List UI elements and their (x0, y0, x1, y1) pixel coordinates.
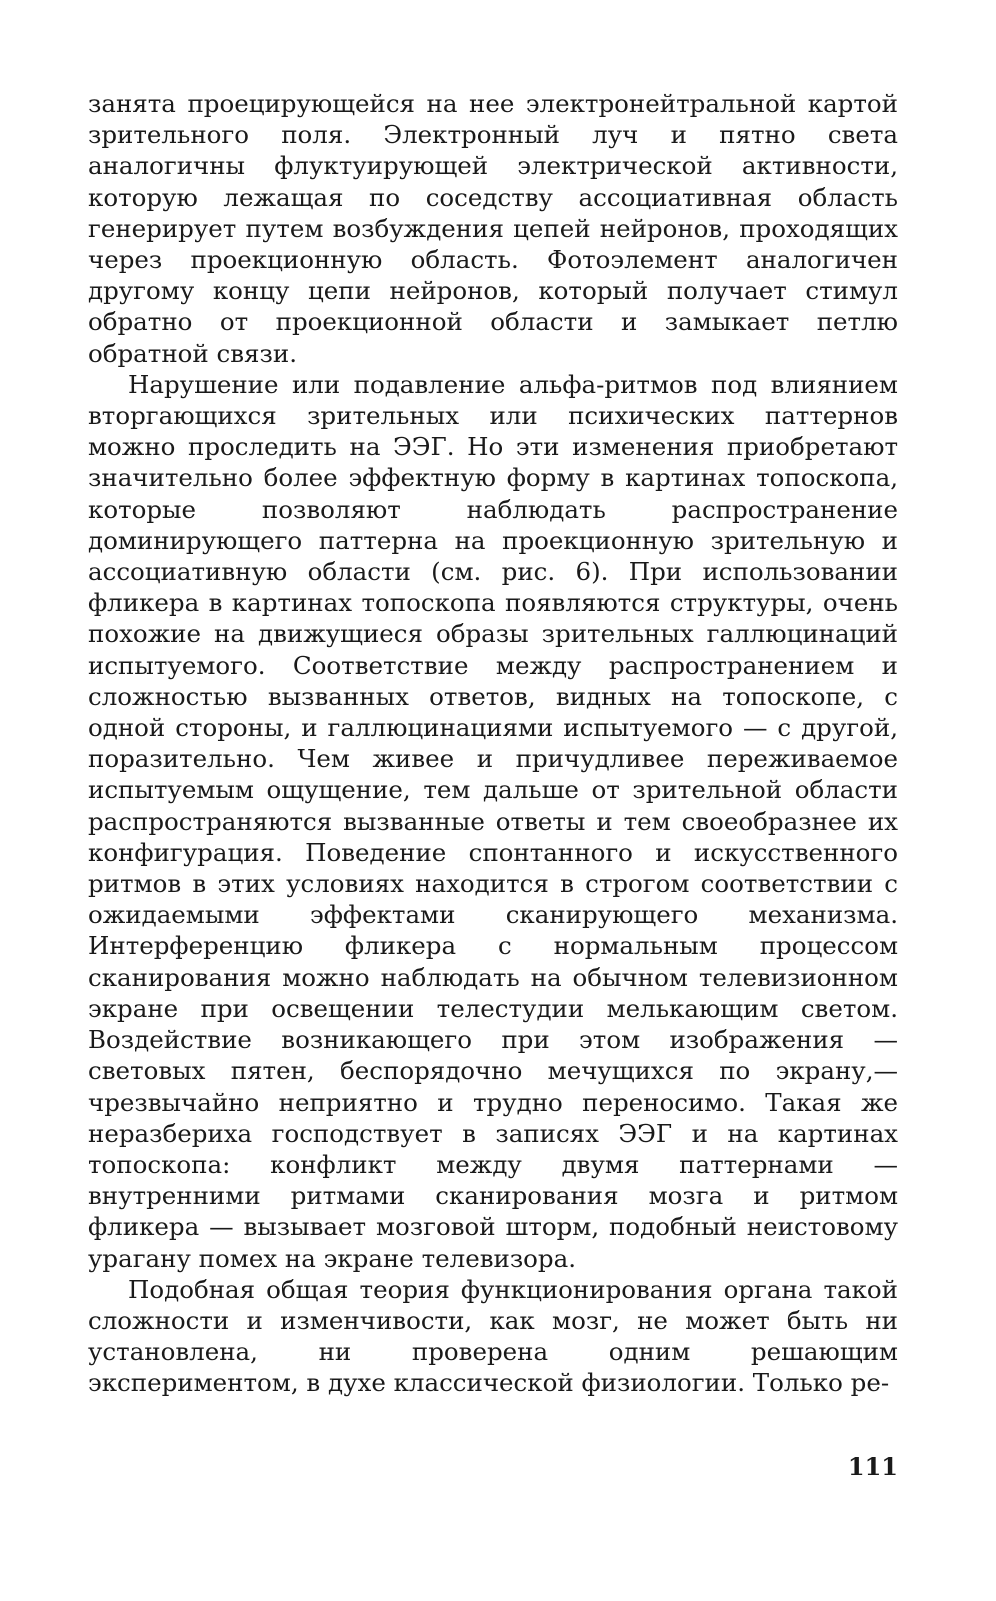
paragraph-alpha-rhythms: Нарушение или подавление альфа-ритмов под влиянием вторгающихся зрительных или психических паттернов можно проследить на ЭЭГ. Но эти изменения приобретают значительно более эффектную форму в картинах топоскопа, которые позволяют наблюдать распространение доминирующего паттерна на проекционную зрительную и ассоциативную области (см. рис. 6). При использовании фликера в картинах топоскопа появляются структуры, очень похожие на движущиеся образы зрительных галлюцинаций испытуемого. Соответствие между распространением и сложностью вызванных ответов, видных на топоскопе, с одной стороны, и галлюцинациями испытуемого — с другой, поразительно. Чем живее и причудливее переживаемое испытуемым ощущение, тем дальше от зрительной области распространяются вызванные ответы и тем своеобразнее их конфигурация. Поведение спонтанного и искусственного ритмов в этих условиях находится в строгом соответствии с ожидаемыми эффектами сканирующего механизма. Интерференцию фликера с нормальным процессом сканирования можно наблюдать на обычном телевизионном экране при освещении телестудии мелькающим светом. Воздействие возникающего при этом изображения — световых пятен, беспорядочно мечущихся по экрану,— чрезвычайно неприятно и трудно переносимо. Такая же неразбериха господствует в записях ЭЭГ и на картинах топоскопа: конфликт между двумя паттернами — внутренними ритмами сканирования мозга и ритмом фликера — вызывает мозговой шторм, подобный неистовому урагану помех на экране телевизора. (88, 369, 898, 1273)
body-text (88, 88, 898, 1399)
page-number: 111 (847, 1452, 898, 1481)
paragraph-continuation: занята проецирующейся на нее электронейтральной картой зрительного поля. Электронный луч и пятно света аналогичны флуктуирующей электрической активности, которую лежащая по соседству ассоциативная область генерирует путем возбуждения цепей нейронов, проходящих через проекционную область. Фотоэлемент аналогичен другому концу цепи нейронов, который получает стимул обратно от проекционной области и замыкает петлю обратной связи. (88, 89, 898, 368)
paragraph-general-theory: Подобная общая теория функционирования органа такой сложности и изменчивости, как мозг, не может быть ни установлена, ни проверена одним решающим экспериментом, в духе классической физиологии. Только ре- (88, 1274, 898, 1398)
